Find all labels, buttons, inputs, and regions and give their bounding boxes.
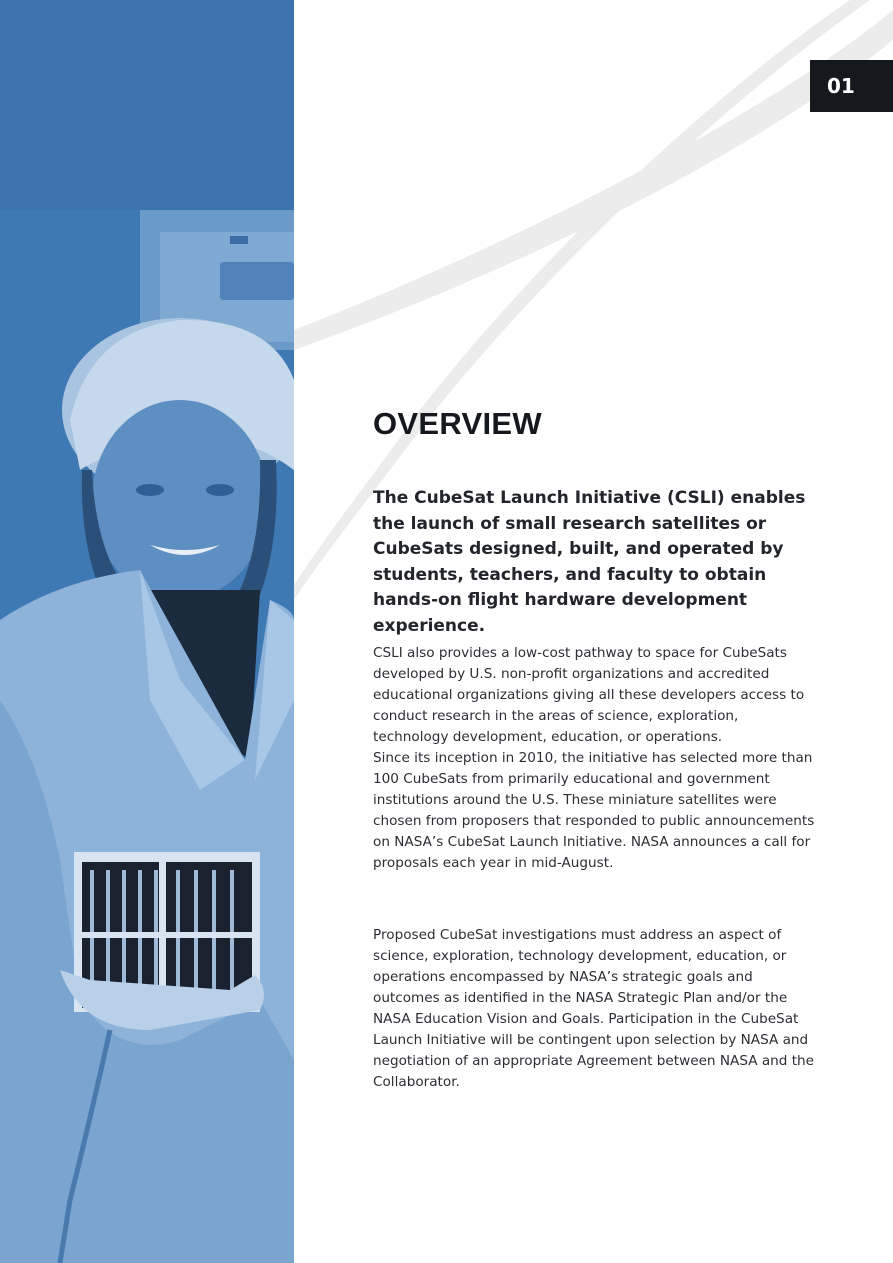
page-number-badge: 01 (810, 60, 893, 112)
photo-panel (0, 0, 294, 1263)
section-heading: OVERVIEW (373, 406, 542, 441)
body-paragraph-1: CSLI also provides a low-cost pathway to space for CubeSats developed by U.S. non-profit organizations and accredited educational organizations giving all these developers access to conduct research in the areas of science, exploration, technology development, education, or operations. Since its inception in 2010, the initiative has selected more than 100 CubeSats from primarily educational and government institutions around the U.S. These miniature satellites were chosen from proposers that responded to public announcements on NASA’s CubeSat Launch Initiative. NASA announces a call for proposals each year in mid-August. (373, 645, 815, 871)
lead-paragraph: The CubeSat Launch Initiative (CSLI) enables the launch of small research satellites or CubeSats designed, built, and operated by students, teachers, and faculty to obtain hands-on flight hardware development experience. (373, 488, 806, 636)
body-paragraph-2: Proposed CubeSat investigations must address an aspect of science, exploration, technology development, education, or operations encompassed by NASA’s strategic goals and outcomes as identified in the NASA Strategic Plan and/or the NASA Education Vision and Goals. Participation in the CubeSat Launch Initiative will be contingent upon selection by NASA and negotiation of an appropriate Agreement between NASA and the Collaborator. (373, 927, 815, 1090)
student-holding-cubesat-image (0, 0, 294, 1263)
